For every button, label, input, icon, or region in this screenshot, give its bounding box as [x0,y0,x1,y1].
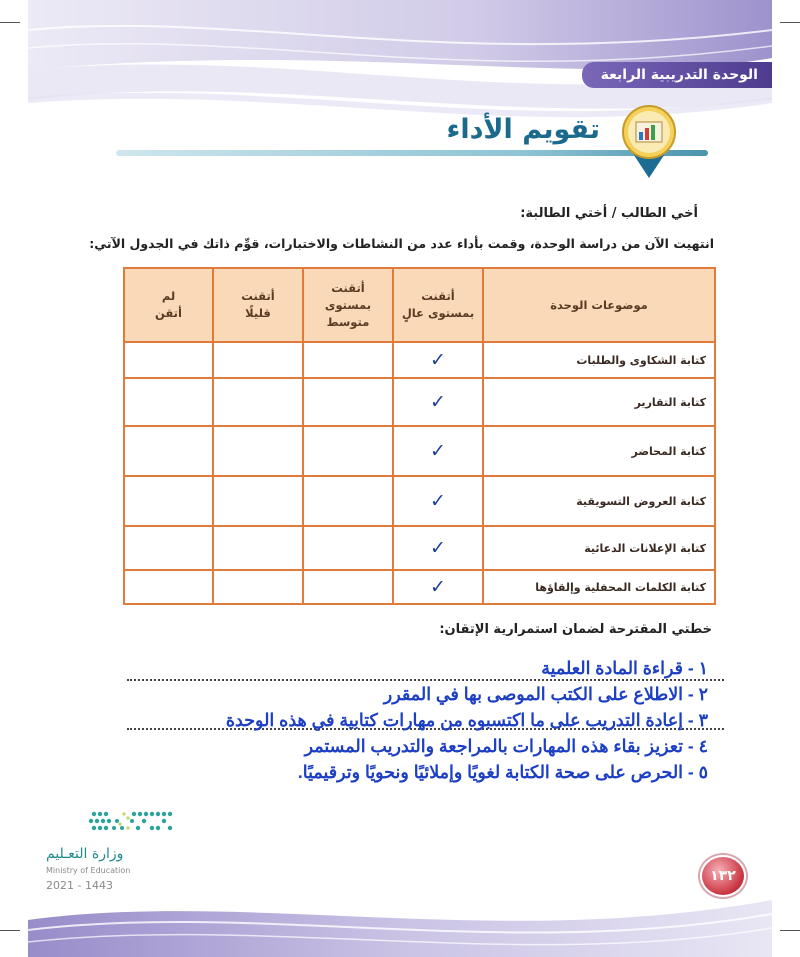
checkmark-icon: ✓ [430,490,446,512]
check-cell-medium[interactable] [303,342,393,378]
checkmark-icon: ✓ [430,349,446,371]
check-cell-none[interactable] [124,378,213,426]
header-high-line2: بمستوى عالٍ [401,306,475,320]
page-number-badge: ١٣٢ [700,855,746,897]
check-cell-low[interactable] [213,378,303,426]
check-cell-high[interactable] [393,378,483,426]
check-cell-none[interactable] [124,526,213,570]
check-cell-low[interactable] [213,476,303,526]
plan-item: ٢ - الاطلاع على الكتب الموصى بها في المقرر [383,684,708,704]
table-row [124,526,715,570]
header-high-line1: أتقنت [421,289,455,303]
plan-item: ٤ - تعزيز بقاء هذه المهارات بالمراجعة والتدريب المستمر [304,736,708,756]
evaluation-chart-icon [606,100,692,180]
topic-cell: كتابة التقارير [483,378,715,426]
check-cell-none[interactable] [124,426,213,476]
header-low-line1: أتقنت [241,289,275,303]
check-cell-low[interactable] [213,570,303,604]
header-medium [303,268,393,342]
plan-list [108,655,708,785]
header-medium-line3: متوسط [326,314,370,329]
topic-cell: كتابة العروض التسويقية [483,476,715,526]
check-cell-low[interactable] [213,342,303,378]
check-cell-high[interactable] [393,476,483,526]
crop-mark [780,22,800,23]
header-none-line2: أتقن [155,306,182,320]
plan-heading: خطتي المقترحة لضمان استمرارية الإتقان: [439,622,712,637]
crop-mark [0,22,20,23]
check-cell-high[interactable] [393,570,483,604]
crop-mark [0,930,20,931]
self-evaluation-table [123,267,716,605]
crop-mark [780,930,800,931]
check-cell-high[interactable] [393,342,483,378]
check-cell-medium[interactable] [303,570,393,604]
table-row [124,342,715,378]
ministry-name-english: Ministry of Education [46,866,131,875]
plan-item: ١ - قراءة المادة العلمية [541,658,708,678]
check-cell-medium[interactable] [303,526,393,570]
table-row [124,378,715,426]
section-title: تقويم الأداء [446,114,600,145]
header-none-line1: لم [161,289,176,303]
header-medium-line1: أتقنت [331,280,365,295]
instruction-text: انتهيت الآن من دراسة الوحدة، وقمت بأداء عدد من النشاطات والاختبارات، قوِّم ذاتك في الجدول الآتي: [89,236,714,251]
ministry-logo-icon [44,806,184,846]
check-cell-none[interactable] [124,570,213,604]
check-cell-high[interactable] [393,426,483,476]
header-high [393,268,483,342]
header-low [213,268,303,342]
table-row [124,426,715,476]
check-cell-medium[interactable] [303,426,393,476]
check-cell-medium[interactable] [303,476,393,526]
table-header-row [124,268,715,342]
checkmark-icon: ✓ [430,391,446,413]
topic-cell: كتابة الكلمات المحفلية وإلقاؤها [483,570,715,604]
table-row [124,476,715,526]
topic-cell: كتابة الإعلانات الدعائية [483,526,715,570]
edition-year: 2021 - 1443 [46,879,113,892]
header-none [124,268,213,342]
header-low-line2: قليلًا [245,306,271,320]
checkmark-icon: ✓ [430,537,446,559]
checkmark-icon: ✓ [430,576,446,598]
check-cell-low[interactable] [213,426,303,476]
header-medium-line2: بمستوى [324,297,372,312]
check-cell-high[interactable] [393,526,483,570]
greeting-text: أخي الطالب / أختي الطالبة: [520,206,698,221]
topic-cell: كتابة الشكاوى والطلبات [483,342,715,378]
check-cell-none[interactable] [124,476,213,526]
ministry-name-arabic: وزارة التعـليم [46,846,124,862]
check-cell-none[interactable] [124,342,213,378]
checkmark-icon: ✓ [430,440,446,462]
plan-item: ٣ - إعادة التدريب على ما اكتسبوه من مهارات كتابية في هذه الوحدة [225,710,708,730]
footer-wave-decoration [28,880,772,957]
header-topics: موضوعات الوحدة [483,268,715,342]
check-cell-medium[interactable] [303,378,393,426]
table-row [124,570,715,604]
unit-label-tab: الوحدة التدريبية الرابعة [582,62,772,88]
plan-item: ٥ - الحرص على صحة الكتابة لغويًا وإملائيًا ونحويًا وترقيميًا. [297,762,708,782]
topic-cell: كتابة المحاضر [483,426,715,476]
check-cell-low[interactable] [213,526,303,570]
